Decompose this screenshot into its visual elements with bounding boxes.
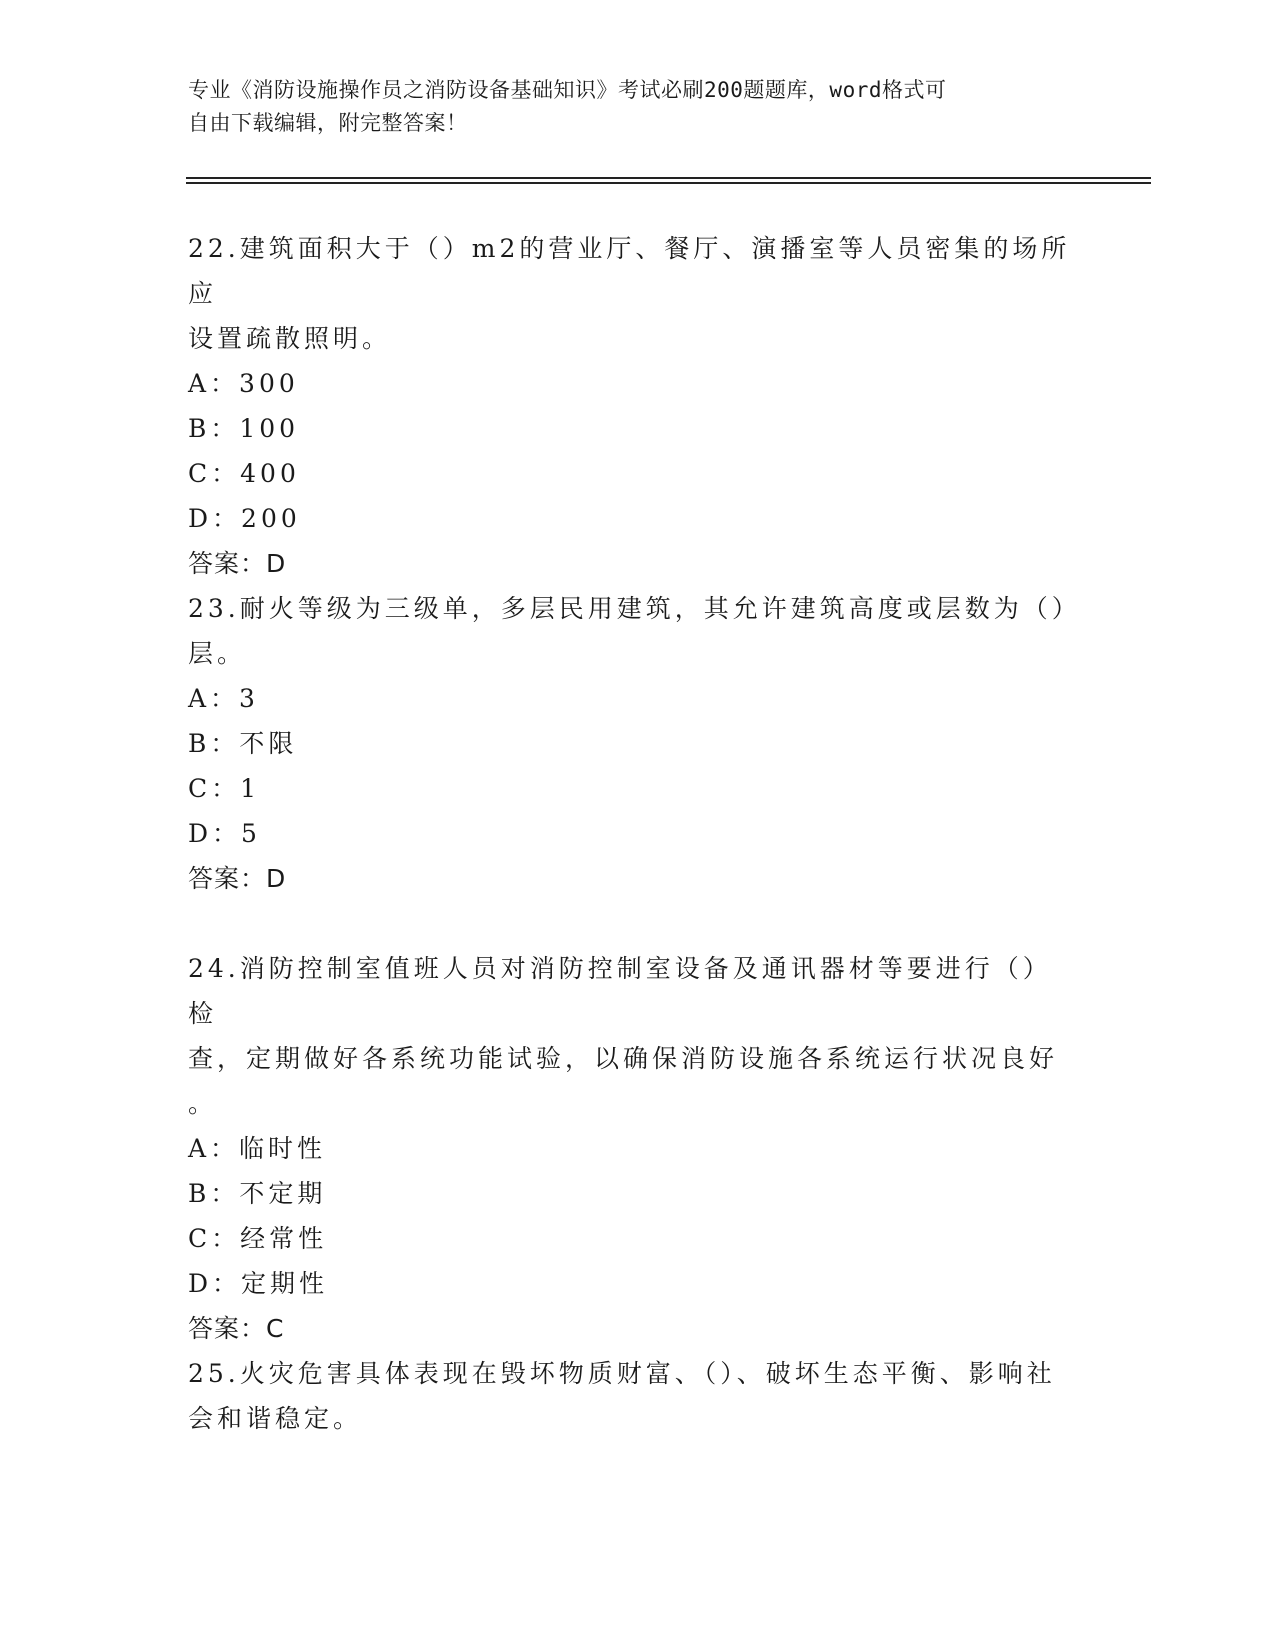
question-25 bbox=[188, 1351, 1078, 1441]
question-line: 查，定期做好各系统功能试验，以确保消防设施各系统运行状况良好 bbox=[188, 1044, 1059, 1073]
header-divider-bottom bbox=[186, 182, 1151, 184]
question-22 bbox=[188, 226, 1078, 586]
question-text bbox=[188, 226, 1078, 361]
option-a: A：3 bbox=[188, 684, 259, 713]
option-b: B：不限 bbox=[188, 729, 298, 758]
question-line: 22.建筑面积大于（）m2的营业厅、餐厅、演播室等人员密集的场所应 bbox=[188, 234, 1071, 308]
option-c: C：400 bbox=[188, 459, 300, 488]
question-text bbox=[188, 586, 1081, 676]
question-line: 25.火灾危害具体表现在毁坏物质财富、（）、破坏生态平衡、影响社 bbox=[188, 1359, 1056, 1388]
question-line: 设置疏散照明。 bbox=[188, 324, 392, 353]
question-line: 层。 bbox=[188, 639, 247, 668]
header-line-1: 专业《消防设施操作员之消防设备基础知识》考试必刷200题题库，word格式可 bbox=[188, 78, 947, 102]
option-b: B：不定期 bbox=[188, 1179, 327, 1208]
answer: 答案：D bbox=[188, 864, 287, 893]
option-d: D：5 bbox=[188, 819, 261, 848]
option-d: D：200 bbox=[188, 504, 301, 533]
question-line: 23.耐火等级为三级单，多层民用建筑，其允许建筑高度或层数为（） bbox=[188, 594, 1081, 623]
option-c: C：1 bbox=[188, 774, 261, 803]
option-b: B：100 bbox=[188, 414, 300, 443]
question-line: 。 bbox=[188, 1089, 218, 1118]
header-divider-top bbox=[186, 177, 1151, 179]
document-header bbox=[188, 74, 1068, 140]
option-d: D：定期性 bbox=[188, 1269, 329, 1298]
question-23 bbox=[188, 586, 1081, 901]
question-text bbox=[188, 946, 1078, 1126]
option-c: C：经常性 bbox=[188, 1224, 328, 1253]
header-line-2: 自由下载编辑，附完整答案！ bbox=[188, 111, 468, 135]
option-a: A：300 bbox=[188, 369, 299, 398]
question-24 bbox=[188, 946, 1078, 1351]
answer: 答案：D bbox=[188, 549, 287, 578]
answer: 答案：C bbox=[188, 1314, 285, 1343]
question-line: 24.消防控制室值班人员对消防控制室设备及通讯器材等要进行（）检 bbox=[188, 954, 1052, 1028]
question-text bbox=[188, 1351, 1078, 1441]
question-line: 会和谐稳定。 bbox=[188, 1404, 363, 1433]
option-a: A：临时性 bbox=[188, 1134, 327, 1163]
